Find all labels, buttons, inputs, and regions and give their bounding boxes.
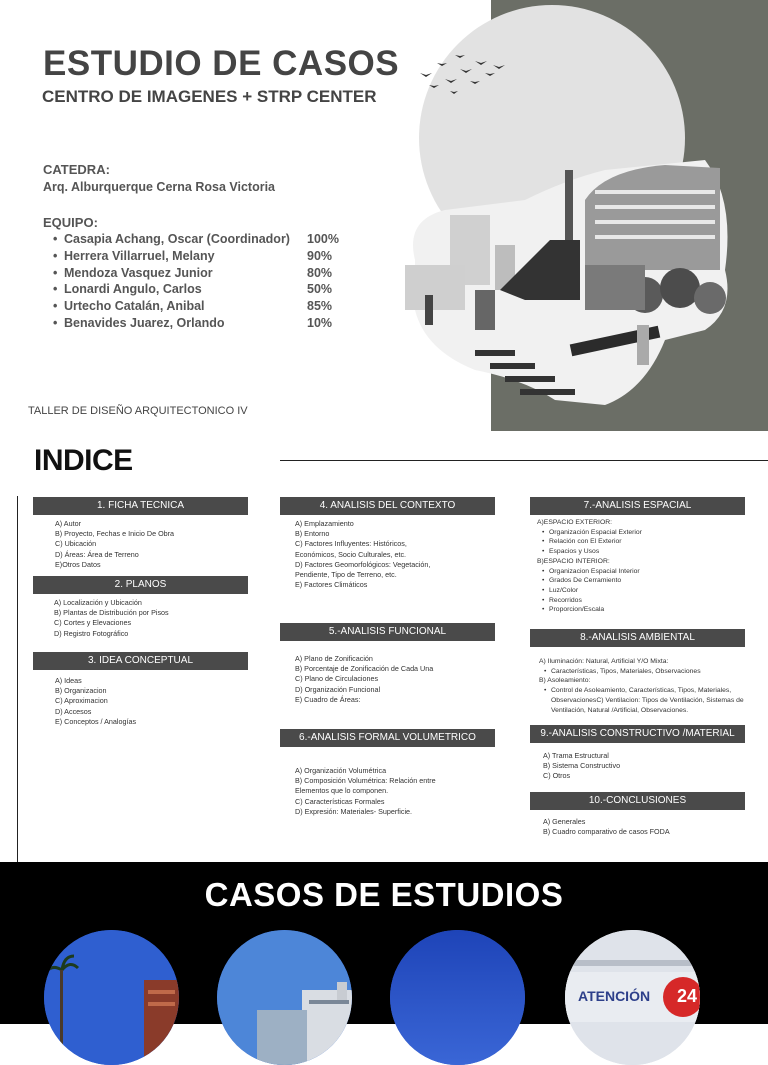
section-header[interactable]: 6.-ANALISIS FORMAL VOLUMETRICO — [280, 729, 495, 747]
case-photo-2[interactable] — [217, 930, 352, 1065]
team-member — [53, 282, 333, 299]
section-item: • Proporcion/Escala — [537, 605, 742, 615]
section-item: A) Generales — [543, 817, 586, 826]
team-member-pct: 90% — [307, 248, 333, 263]
section-items — [543, 751, 733, 782]
divider-vertical — [17, 496, 18, 862]
section-item: A) Autor — [55, 519, 81, 528]
section-item: • Características, Tipos, Materiales, Observaciones — [539, 667, 745, 677]
team-member-name: Mendoza Vasquez Junior — [64, 265, 213, 280]
case-photo-3[interactable] — [390, 930, 525, 1065]
birds-illustration — [415, 45, 510, 100]
equipo-label: EQUIPO: — [43, 215, 98, 230]
section-item: • Organización Espacial Exterior — [537, 528, 742, 538]
team-member-pct: 100% — [307, 232, 339, 246]
section-items — [295, 766, 445, 817]
section-items — [295, 519, 445, 590]
team-member-name: Urtecho Catalán, Anibal — [64, 299, 205, 314]
section-item: C) Aproximacion — [55, 696, 108, 706]
section-item: B) Entorno — [295, 529, 330, 539]
section-item: B) Proyecto, Fechas e Inicio De Obra — [55, 529, 175, 539]
team-member-name: Casapia Achang, Oscar (Coordinador) — [64, 232, 290, 246]
section-item: C) Cortes y Elevaciones — [54, 618, 132, 628]
section-item: C) Otros — [543, 771, 571, 781]
section-items — [54, 598, 244, 639]
section-item: A) Trama Estructural — [543, 751, 609, 760]
team-member-pct: 80% — [307, 265, 333, 280]
team-member — [53, 265, 333, 283]
footer-title: CASOS DE ESTUDIOS — [204, 876, 564, 913]
section-item: D) Accesos — [55, 706, 92, 716]
case-photo-2-image — [217, 930, 352, 1065]
section-header[interactable]: 9.-ANALISIS CONSTRUCTIVO /MATERIAL — [530, 725, 745, 743]
page-title: ESTUDIO DE CASOS — [43, 44, 400, 83]
case-photo-3-image — [390, 930, 525, 1065]
section-item: D) Factores Geomorfológicos: Vegetación, Pendiente, Tipo de Terreno, etc. — [295, 559, 431, 580]
section-header[interactable]: 8.-ANALISIS AMBIENTAL — [530, 629, 745, 647]
section-items — [543, 817, 733, 837]
section-item: • Organizacion Espacial Interior — [537, 567, 742, 577]
index-title: INDICE — [34, 444, 133, 477]
section-item: A) Localización y Ubicación — [54, 598, 142, 607]
section-item: E) Factores Climáticos — [295, 580, 368, 590]
section-header[interactable]: 7.-ANALISIS ESPACIAL — [530, 497, 745, 515]
section-item: • Relación con El Exterior — [537, 537, 742, 547]
section-item: • Control de Asoleamiento, Características, Tipos, Materiales, ObservacionesC) Ventilacion: Tipos de Ventilación, Sistemas de Ventilación, Natural /Artificial, Observaciones. — [539, 686, 745, 715]
page-subtitle: CENTRO DE IMAGENES + STRP CENTER — [42, 87, 377, 106]
divider-horizontal — [280, 460, 768, 461]
section-items — [539, 657, 745, 715]
section-header[interactable]: 2. PLANOS — [33, 576, 248, 594]
catedra-name: Arq. Alburquerque Cerna Rosa Victoria — [43, 180, 275, 194]
section-header[interactable]: 10.-CONCLUSIONES — [530, 792, 745, 810]
team-member-name: Herrera Villarruel, Melany — [64, 248, 215, 263]
section-item: A) Iluminación: Natural, Artificial Y/O Mixta: — [539, 658, 669, 665]
team-member-pct: 10% — [307, 315, 333, 330]
section-item: B) Composición Volumétrica: Relación entre Elementos que lo componen. — [295, 776, 436, 796]
section-items — [537, 518, 742, 615]
section-header[interactable]: 3. IDEA CONCEPTUAL — [33, 652, 248, 670]
team-list — [53, 232, 339, 333]
section-item: B)ESPACIO INTERIOR: — [537, 557, 610, 565]
section-items — [55, 519, 245, 570]
section-item: B) Plantas de Distribución por Pisos — [54, 608, 169, 618]
team-member-pct: 50% — [307, 282, 333, 297]
section-item: E)Otros Datos — [55, 559, 101, 569]
case4-sign-text: ATENCIÓN — [578, 988, 651, 1004]
section-item: • Grados De Cerramiento — [537, 576, 742, 586]
team-member-name: Benavides Juarez, Orlando — [64, 315, 225, 330]
section-item: C) Ubicación — [55, 539, 97, 549]
section-item: B) Cuadro comparativo de casos FODA — [543, 827, 670, 837]
section-item: C) Características Formales — [295, 796, 385, 806]
catedra-label: CATEDRA: — [43, 162, 110, 177]
section-item: D) Áreas: Área de Terreno — [55, 549, 139, 559]
section-header[interactable]: 5.-ANALISIS FUNCIONAL — [280, 623, 495, 641]
section-item: • Luz/Color — [537, 586, 742, 596]
section-item: B) Asoleamiento: — [539, 677, 591, 685]
section-item: B) Sistema Constructivo — [543, 761, 621, 771]
case-photo-1[interactable] — [44, 930, 179, 1065]
team-member-pct: 85% — [307, 299, 333, 314]
section-item: A) Organización Volumétrica — [295, 766, 387, 775]
section-item: B) Porcentaje de Zonificación de Cada Una — [295, 664, 434, 674]
section-header[interactable]: 1. FICHA TECNICA — [33, 497, 248, 515]
section-item: C) Factores Influyentes: Históricos, Económicos, Socio Culturales, etc. — [295, 539, 407, 559]
team-member-name: Lonardi Angulo, Carlos — [64, 282, 202, 297]
course-name: TALLER DE DISEÑO ARQUITECTONICO IV — [28, 405, 248, 417]
section-item: B) Organizacion — [55, 686, 107, 696]
section-item: D) Organización Funcional — [295, 684, 381, 694]
team-member — [53, 299, 333, 316]
section-item: D) Registro Fotográfico — [54, 628, 129, 638]
section-item: D) Expresión: Materiales- Superficie. — [295, 806, 413, 816]
section-header[interactable]: 4. ANALISIS DEL CONTEXTO — [280, 497, 495, 515]
section-item: E) Conceptos / Analogías — [55, 716, 137, 726]
section-item: A) Ideas — [55, 676, 82, 685]
architecture-collage — [405, 160, 735, 410]
team-member — [53, 232, 339, 249]
team-member — [53, 315, 333, 333]
case4-sign-number: 24 — [676, 986, 698, 1006]
section-item: A) Emplazamiento — [295, 519, 354, 528]
section-item: C) Plano de Circulaciones — [295, 674, 379, 684]
section-item: E) Cuadro de Áreas: — [295, 694, 361, 704]
section-item: A) Plano de Zonificación — [295, 654, 373, 663]
case-photo-1-image — [44, 930, 179, 1065]
section-item: A)ESPACIO EXTERIOR: — [537, 519, 613, 526]
section-item: • Recorridos — [537, 596, 742, 606]
section-items — [55, 676, 245, 727]
section-item: • Espacios y Usos — [537, 547, 742, 557]
section-items — [295, 654, 485, 705]
team-member — [53, 248, 333, 266]
